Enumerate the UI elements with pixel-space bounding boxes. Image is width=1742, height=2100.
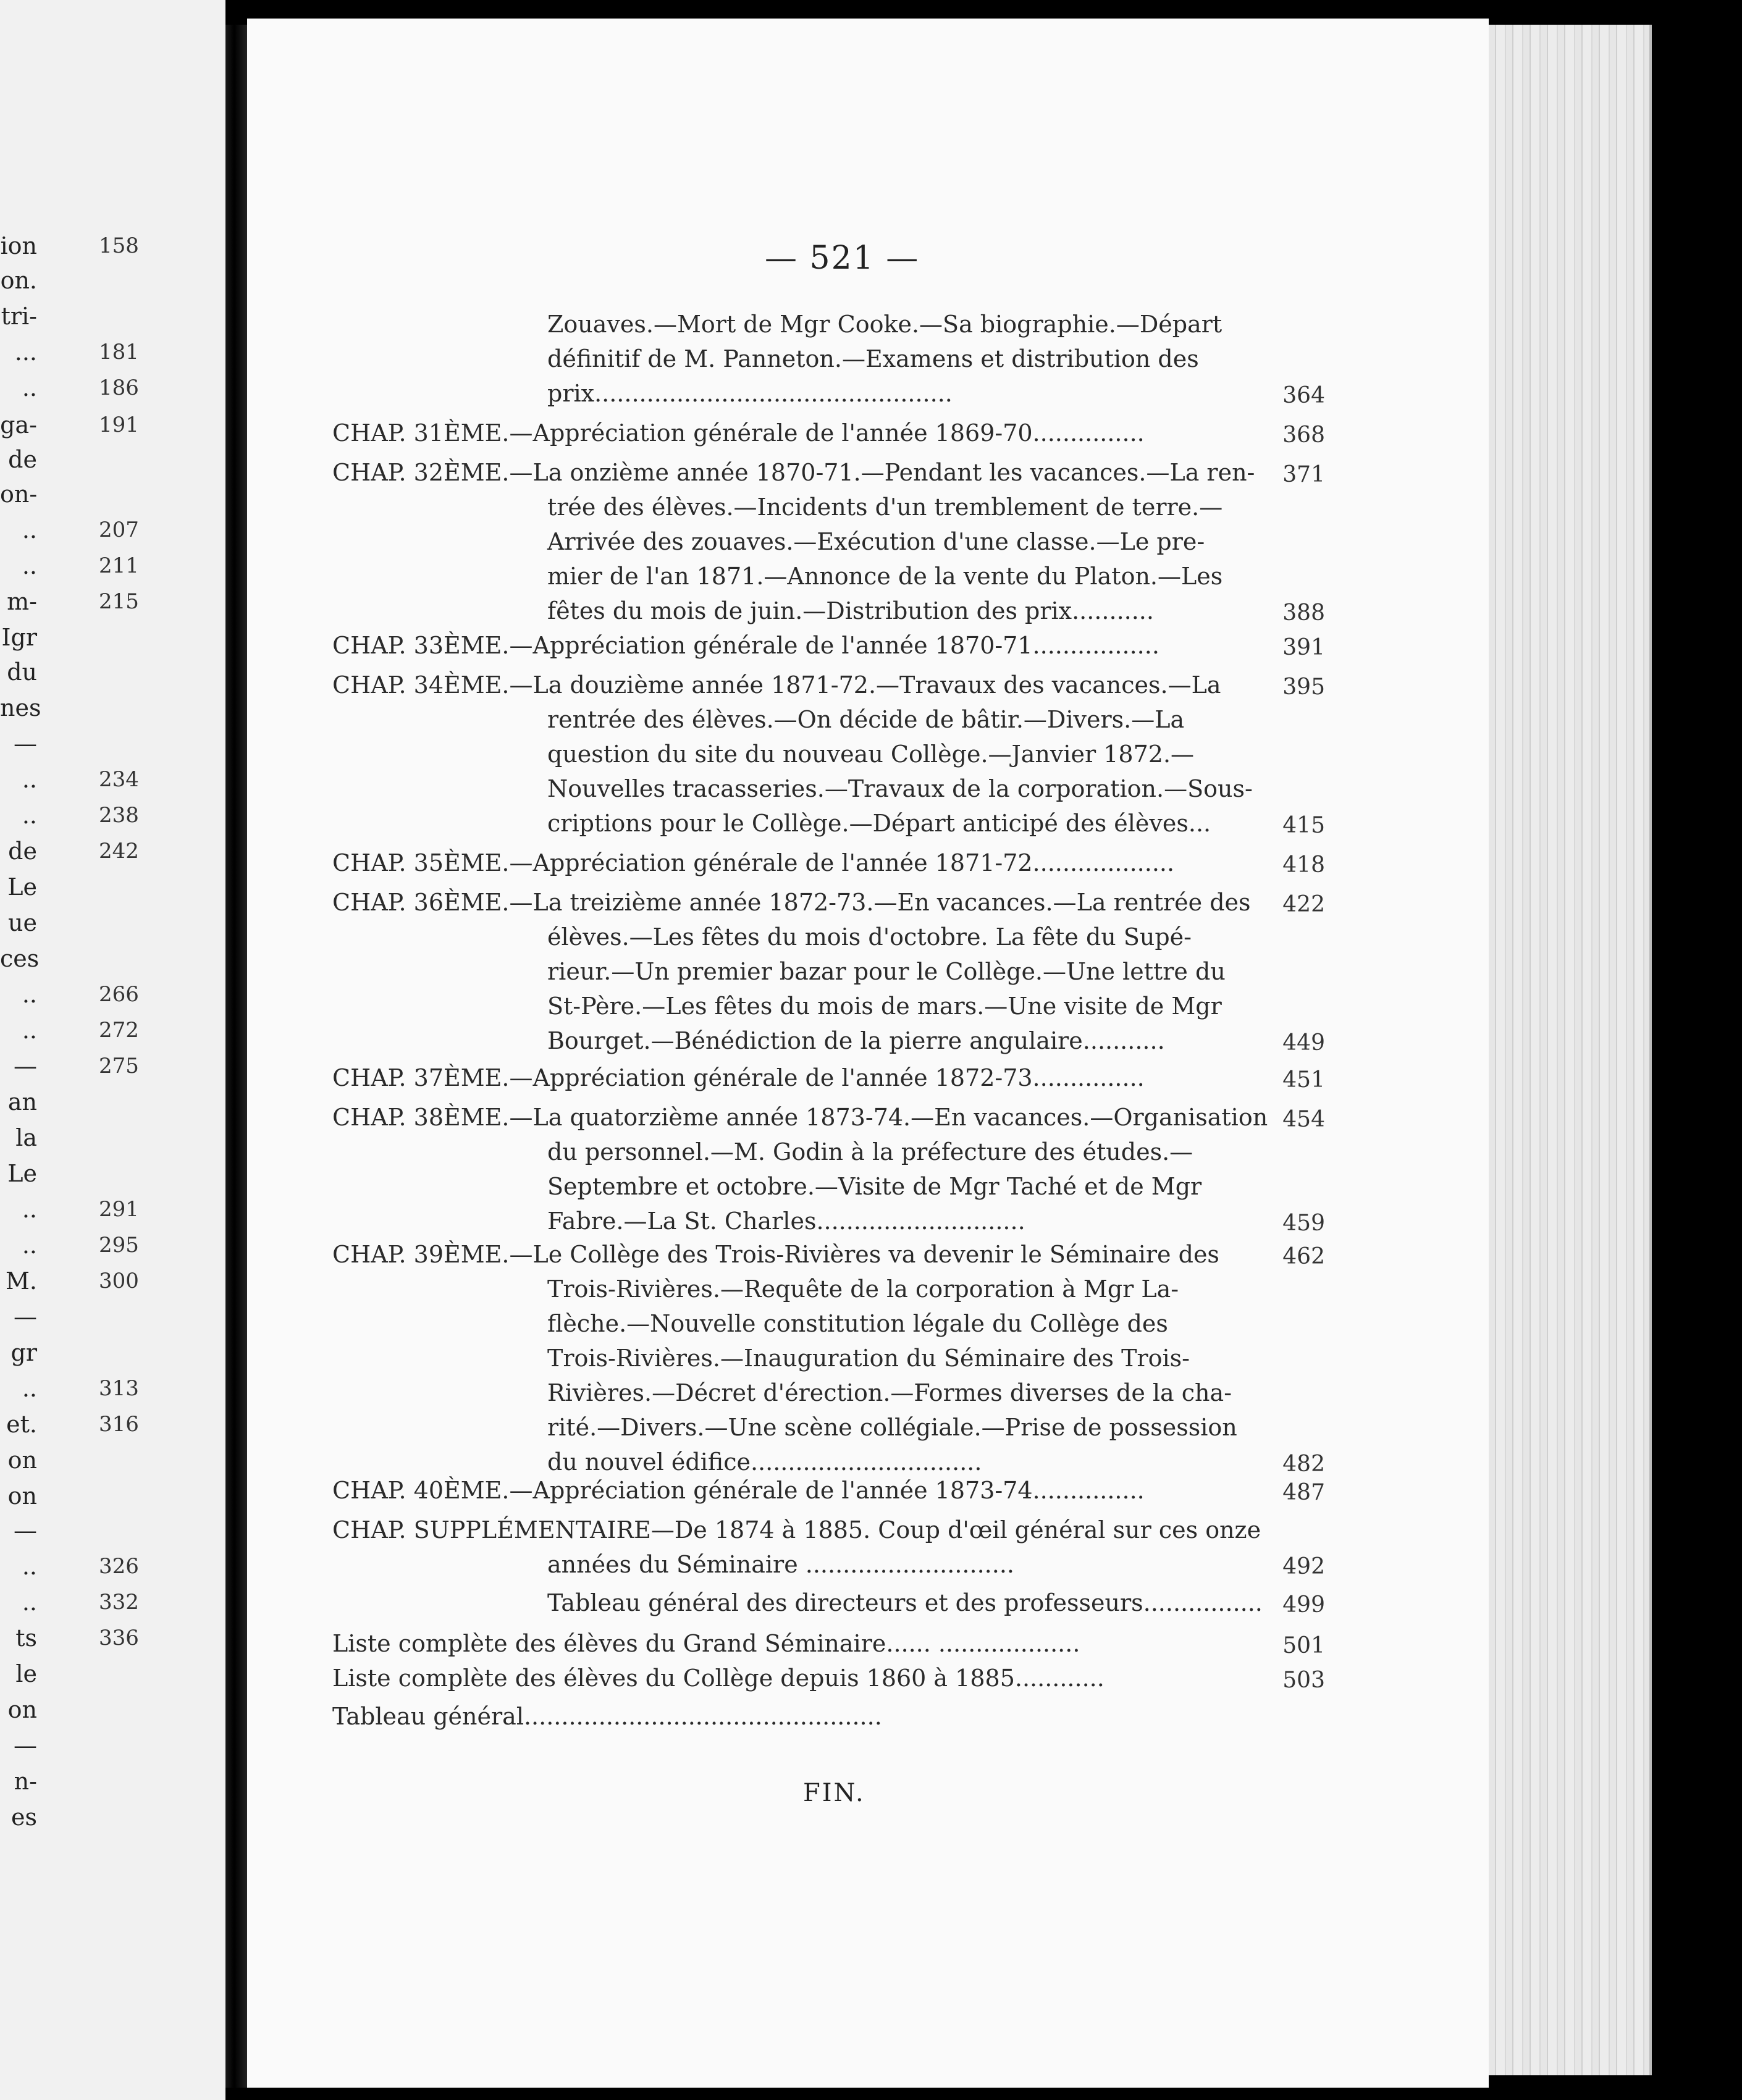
toc-line: Tableau général des directeurs et des professeurs................ — [547, 1589, 1263, 1616]
toc-page-ref: 454 — [1282, 1107, 1325, 1132]
left-page-line: — — [14, 730, 37, 757]
toc-line: Fabre.—La St. Charles............................ — [547, 1208, 1025, 1235]
left-page-line: ... — [14, 338, 37, 366]
left-page-line: ts — [15, 1624, 37, 1652]
toc-page-ref: 492 — [1282, 1554, 1325, 1579]
toc-page-ref: 459 — [1282, 1211, 1325, 1236]
left-page-line: ces — [0, 945, 40, 972]
left-page-number: 186 — [99, 376, 139, 400]
toc-line: St-Père.—Les fêtes du mois de mars.—Une visite de Mgr — [547, 993, 1222, 1020]
page-edges — [1489, 25, 1652, 2075]
toc-line: du nouvel édifice............................... — [547, 1448, 982, 1476]
left-page-line: — — [14, 1303, 37, 1330]
toc-page-ref: 395 — [1282, 674, 1325, 700]
toc-line: CHAP. 31ÈME.—Appréciation générale de l'année 1869-70............... — [332, 419, 1145, 447]
left-page-number: 215 — [99, 589, 139, 614]
toc-line: Trois-Rivières.—Inauguration du Séminaire des Trois- — [547, 1345, 1190, 1372]
toc-page-ref: 499 — [1282, 1592, 1325, 1618]
left-page-number: 326 — [99, 1554, 139, 1579]
end-marker: FIN. — [803, 1779, 865, 1807]
page-number: — 521 — — [765, 240, 920, 277]
toc-line: rité.—Divers.—Une scène collégiale.—Prise de possession — [547, 1414, 1237, 1441]
toc-line: Liste complète des élèves du Grand Séminaire...... ................... — [332, 1630, 1080, 1657]
left-page-line: et. — [6, 1411, 37, 1438]
left-page-number: 316 — [99, 1412, 139, 1437]
left-page-line: an — [7, 1088, 37, 1115]
left-page-number: 238 — [99, 803, 139, 828]
toc-line: Tableau général................................................ — [332, 1703, 882, 1730]
toc-line: CHAP. 35ÈME.—Appréciation générale de l'année 1871-72................... — [332, 849, 1175, 876]
left-page-number: 207 — [99, 518, 139, 542]
left-page-line: nes — [0, 694, 41, 721]
left-page-number: 242 — [99, 839, 139, 863]
toc-line: Bourget.—Bénédiction de la pierre angulaire........... — [547, 1027, 1165, 1054]
left-page-number: 291 — [99, 1197, 139, 1222]
toc-line: prix................................................ — [547, 380, 953, 407]
left-page-line: .. — [22, 1196, 37, 1223]
toc-line: flèche.—Nouvelle constitution légale du Collège des — [547, 1310, 1168, 1337]
left-page-line: es — [11, 1804, 37, 1831]
left-page-number: 313 — [99, 1376, 139, 1401]
left-page-line: on- — [0, 481, 38, 508]
left-page-line: ion — [0, 232, 37, 259]
toc-page-ref: 449 — [1282, 1030, 1325, 1056]
left-page-line: ue — [8, 909, 37, 936]
toc-page-ref: 451 — [1282, 1067, 1325, 1093]
left-page-line: on — [7, 1447, 37, 1474]
left-page-line: du — [7, 658, 37, 686]
left-page-line: n- — [14, 1768, 37, 1795]
book-gutter — [225, 25, 247, 2088]
left-page-line: M. — [6, 1267, 37, 1295]
toc-line: CHAP. 37ÈME.—Appréciation générale de l'année 1872-73............... — [332, 1064, 1145, 1091]
left-page-line: .. — [22, 1017, 37, 1044]
toc-page-ref: 388 — [1282, 600, 1325, 626]
left-page-line: .. — [22, 1589, 37, 1616]
toc-line: Trois-Rivières.—Requête de la corporation à Mgr La- — [547, 1275, 1179, 1303]
toc-page-ref: 391 — [1282, 635, 1325, 660]
toc-line: CHAP. 32ÈME.—La onzième année 1870-71.—Pendant les vacances.—La ren- — [332, 459, 1255, 486]
left-page-number: 295 — [99, 1233, 139, 1258]
toc-line: définitif de M. Panneton.—Examens et distribution des — [547, 345, 1199, 372]
toc-page-ref: 418 — [1282, 852, 1325, 878]
left-page-line: la — [15, 1124, 37, 1151]
toc-page-ref: 422 — [1282, 892, 1325, 917]
toc-line: élèves.—Les fêtes du mois d'octobre. La fête du Supé- — [547, 923, 1192, 951]
toc-line: Rivières.—Décret d'érection.—Formes diverses de la cha- — [547, 1379, 1232, 1406]
toc-line: Nouvelles tracasseries.—Travaux de la corporation.—Sous- — [547, 775, 1253, 802]
left-page-line: .. — [22, 1553, 37, 1580]
toc-line: rieur.—Un premier bazar pour le Collège.—Une lettre du — [547, 958, 1226, 985]
left-page-line: .. — [22, 802, 37, 829]
left-page-line: — — [14, 1052, 37, 1080]
left-page-number: 266 — [99, 982, 139, 1007]
toc-page-ref: 501 — [1282, 1633, 1325, 1658]
left-page-line: .. — [22, 981, 37, 1008]
toc-page-ref: 415 — [1282, 813, 1325, 838]
left-page-number: 332 — [99, 1590, 139, 1615]
toc-line: rentrée des élèves.—On décide de bâtir.—Divers.—La — [547, 706, 1185, 733]
left-page-number: 275 — [99, 1054, 139, 1078]
toc-line: CHAP. 34ÈME.—La douzième année 1871-72.—Travaux des vacances.—La — [332, 671, 1221, 699]
left-page-line: .. — [22, 516, 37, 544]
left-page-line: le — [15, 1660, 37, 1687]
toc-line: CHAP. SUPPLÉMENTAIRE—De 1874 à 1885. Coup d'œil général sur ces onze — [332, 1516, 1261, 1544]
left-page-line: on. — [0, 267, 37, 294]
left-page-line: Le — [7, 1160, 37, 1187]
toc-line: Septembre et octobre.—Visite de Mgr Taché et de Mgr — [547, 1173, 1202, 1200]
left-page-line: gr — [11, 1339, 37, 1366]
left-page-line: .. — [22, 552, 37, 579]
left-page-number: 158 — [99, 233, 139, 258]
toc-line: CHAP. 38ÈME.—La quatorzième année 1873-74.—En vacances.—Organisation — [332, 1104, 1268, 1131]
left-page-line: — — [14, 1517, 37, 1544]
left-page-number: 211 — [99, 553, 139, 578]
left-page-line: de — [8, 838, 37, 865]
toc-page-ref: 487 — [1282, 1480, 1325, 1505]
left-page-line: — — [14, 1732, 37, 1759]
toc-line: CHAP. 39ÈME.—Le Collège des Trois-Rivières va devenir le Séminaire des — [332, 1241, 1219, 1268]
toc-page-ref: 503 — [1282, 1668, 1325, 1693]
left-page-line: ga- — [0, 411, 37, 439]
left-page-number: 234 — [99, 767, 139, 792]
toc-line: du personnel.—M. Godin à la préfecture des études.— — [547, 1138, 1193, 1166]
toc-page-ref: 368 — [1282, 422, 1325, 448]
toc-page-ref: 371 — [1282, 462, 1325, 487]
toc-line: mier de l'an 1871.—Annonce de la vente du Platon.—Les — [547, 563, 1223, 590]
left-page-line: on — [7, 1482, 37, 1510]
left-page-number: 272 — [99, 1018, 139, 1043]
left-page-line: .. — [22, 766, 37, 793]
left-page-number: 181 — [99, 340, 139, 364]
left-page-number: 336 — [99, 1626, 139, 1650]
left-page-line: .. — [22, 374, 37, 401]
toc-line: trée des élèves.—Incidents d'un tremblement de terre.— — [547, 494, 1223, 521]
toc-line: Arrivée des zouaves.—Exécution d'une classe.—Le pre- — [547, 528, 1205, 555]
left-page-line: on — [7, 1696, 37, 1723]
left-page-line: Le — [7, 873, 37, 901]
toc-line: CHAP. 36ÈME.—La treizième année 1872-73.—En vacances.—La rentrée des — [332, 889, 1251, 916]
toc-line: CHAP. 40ÈME.—Appréciation générale de l'année 1873-74............... — [332, 1477, 1145, 1504]
left-page-number: 300 — [99, 1269, 139, 1293]
toc-line: Liste complète des élèves du Collège depuis 1860 à 1885............ — [332, 1665, 1105, 1692]
left-page-number: 191 — [99, 413, 139, 437]
left-page-line: tri- — [1, 303, 37, 330]
left-page-line: de — [8, 446, 37, 473]
left-page-line: .. — [22, 1375, 37, 1402]
toc-line: fêtes du mois de juin.—Distribution des prix........... — [547, 597, 1154, 624]
left-page-line: .. — [22, 1232, 37, 1259]
left-page-line: m- — [7, 588, 37, 615]
toc-line: années du Séminaire ............................ — [547, 1551, 1014, 1578]
toc-page-ref: 482 — [1282, 1451, 1325, 1477]
toc-line: Zouaves.—Mort de Mgr Cooke.—Sa biographie.—Départ — [547, 311, 1222, 338]
toc-line: criptions pour le Collège.—Départ anticipé des élèves... — [547, 810, 1211, 837]
toc-line: CHAP. 33ÈME.—Appréciation générale de l'année 1870-71................. — [332, 632, 1159, 659]
left-page-line: Igr — [1, 624, 37, 651]
toc-page-ref: 364 — [1282, 383, 1325, 408]
toc-page-ref: 462 — [1282, 1244, 1325, 1269]
toc-line: question du site du nouveau Collège.—Janvier 1872.— — [547, 741, 1195, 768]
